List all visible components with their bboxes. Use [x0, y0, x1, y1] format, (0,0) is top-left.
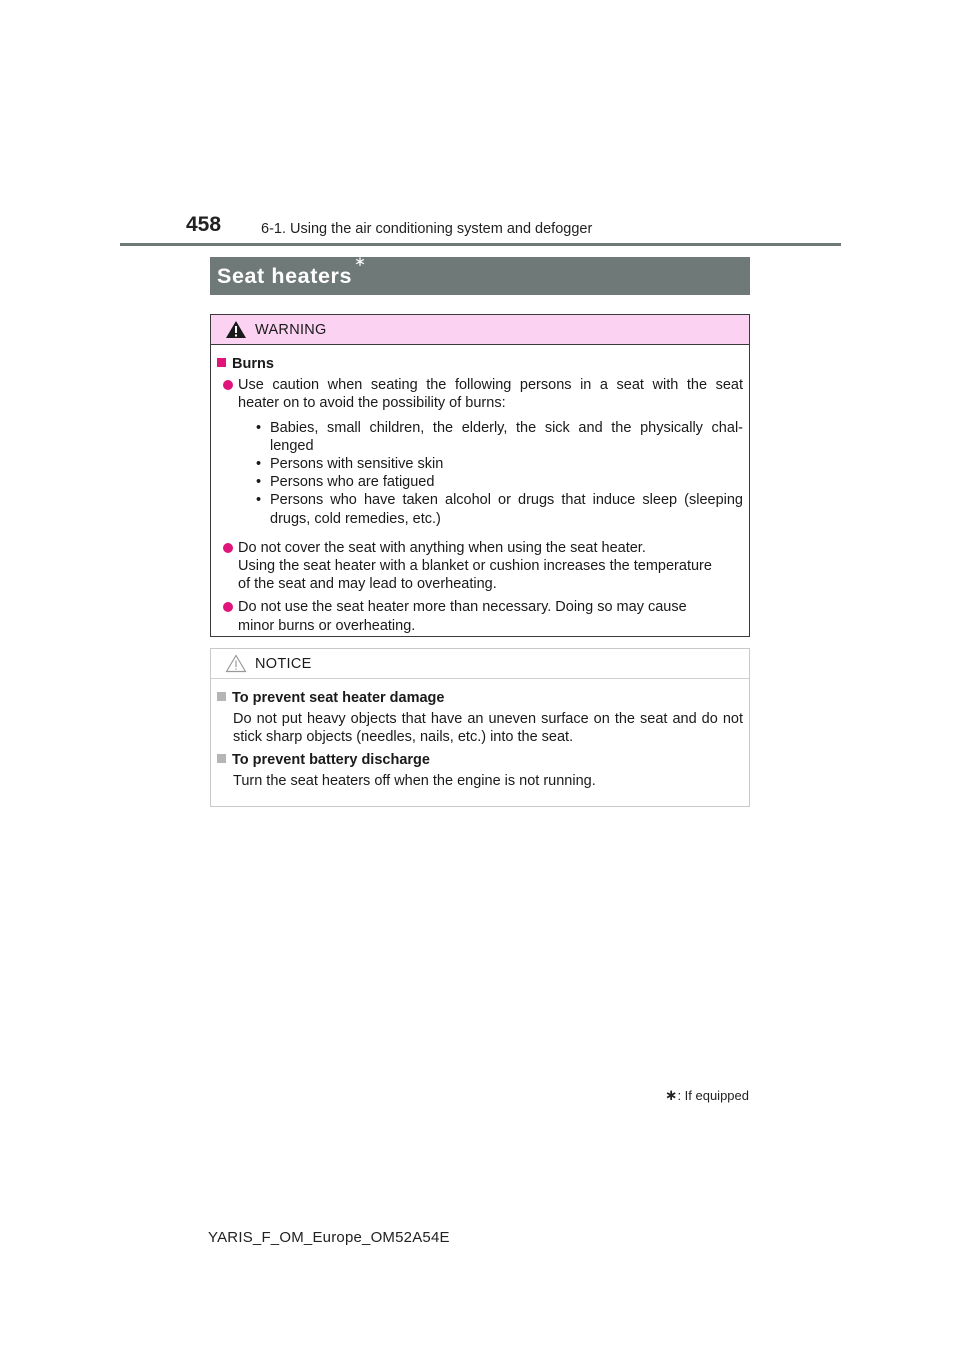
warning-heading	[217, 355, 743, 373]
warning-item-line: Do not cover the seat with anything when using the seat heater.	[238, 539, 646, 556]
footnote	[665, 1086, 749, 1104]
notice-header	[211, 649, 749, 679]
notice-box	[210, 648, 750, 807]
footnote-asterisk: ∗	[664, 1087, 678, 1104]
warning-item	[223, 376, 743, 534]
warning-item-line: minor burns or overheating.	[238, 617, 416, 634]
list-item-text: Babies, small children, the elderly, the sick and the physically chal- lenged	[270, 419, 743, 454]
dot-bullet-icon: •	[256, 492, 262, 509]
warning-body	[211, 345, 749, 635]
page-number: 458	[186, 213, 222, 236]
section-title: 6-1. Using the air conditioning system and defogger	[261, 221, 593, 237]
footer-model-code: YARIS_F_OM_Europe_OM52A54E	[208, 1229, 450, 1246]
list-item	[256, 455, 743, 473]
list-item	[256, 491, 743, 527]
warning-item-line: Do not use the seat heater more than necessary. Doing so may cause	[238, 599, 687, 616]
list-item-text: Persons with sensitive skin	[270, 456, 444, 473]
warning-item	[223, 539, 743, 594]
warning-header	[211, 315, 749, 345]
circle-bullet-icon	[223, 543, 233, 553]
circle-bullet-icon	[223, 602, 233, 612]
warning-box	[210, 314, 750, 637]
page-title: Seat heaters	[217, 264, 353, 288]
warning-item-line: Use caution when seating the following persons in a seat with the seat	[238, 377, 743, 394]
dot-bullet-icon: •	[256, 456, 262, 473]
warning-item	[223, 598, 743, 634]
circle-bullet-icon	[223, 380, 233, 390]
notice-heading-text: To prevent seat heater damage	[232, 690, 445, 706]
header-rule	[120, 243, 841, 246]
notice-heading-text: To prevent battery discharge	[232, 751, 430, 768]
notice-triangle-outline-icon	[225, 654, 247, 673]
dot-bullet-icon: •	[256, 419, 262, 436]
notice-text: Turn the seat heaters off when the engine is not running.	[233, 772, 596, 789]
square-bullet-icon	[217, 358, 226, 367]
warning-item-line: heater on to avoid the possibility of burns:	[238, 395, 506, 412]
warning-item-line: of the seat and may lead to overheating.	[238, 576, 497, 593]
list-item-text: Persons who are fatigued	[270, 474, 435, 491]
persons-list	[256, 419, 743, 528]
warning-item-line: Using the seat heater with a blanket or cushion increases the temperature	[238, 558, 712, 575]
warning-label: WARNING	[255, 321, 327, 338]
notice-label: NOTICE	[255, 655, 312, 672]
notice-heading	[217, 751, 743, 769]
square-bullet-icon	[217, 754, 226, 763]
square-bullet-icon	[217, 692, 226, 701]
notice-text: Do not put heavy objects that have an uneven surface on the seat and do not stick sharp objects (needles, nails, etc.) into the seat.	[233, 711, 743, 746]
notice-heading	[217, 689, 743, 707]
warning-triangle-filled-icon	[225, 320, 247, 339]
page-title-bar	[210, 253, 750, 295]
notice-body	[211, 679, 749, 790]
warning-heading-text: Burns	[232, 356, 274, 372]
list-item	[256, 419, 743, 455]
footnote-text: : If equipped	[677, 1088, 749, 1103]
equipped-asterisk: ∗	[354, 253, 366, 269]
list-item	[256, 473, 743, 491]
dot-bullet-icon: •	[256, 474, 262, 491]
list-item-text: Persons who have taken alcohol or drugs that induce sleep (sleeping drugs, cold remedies, etc.)	[270, 492, 743, 527]
